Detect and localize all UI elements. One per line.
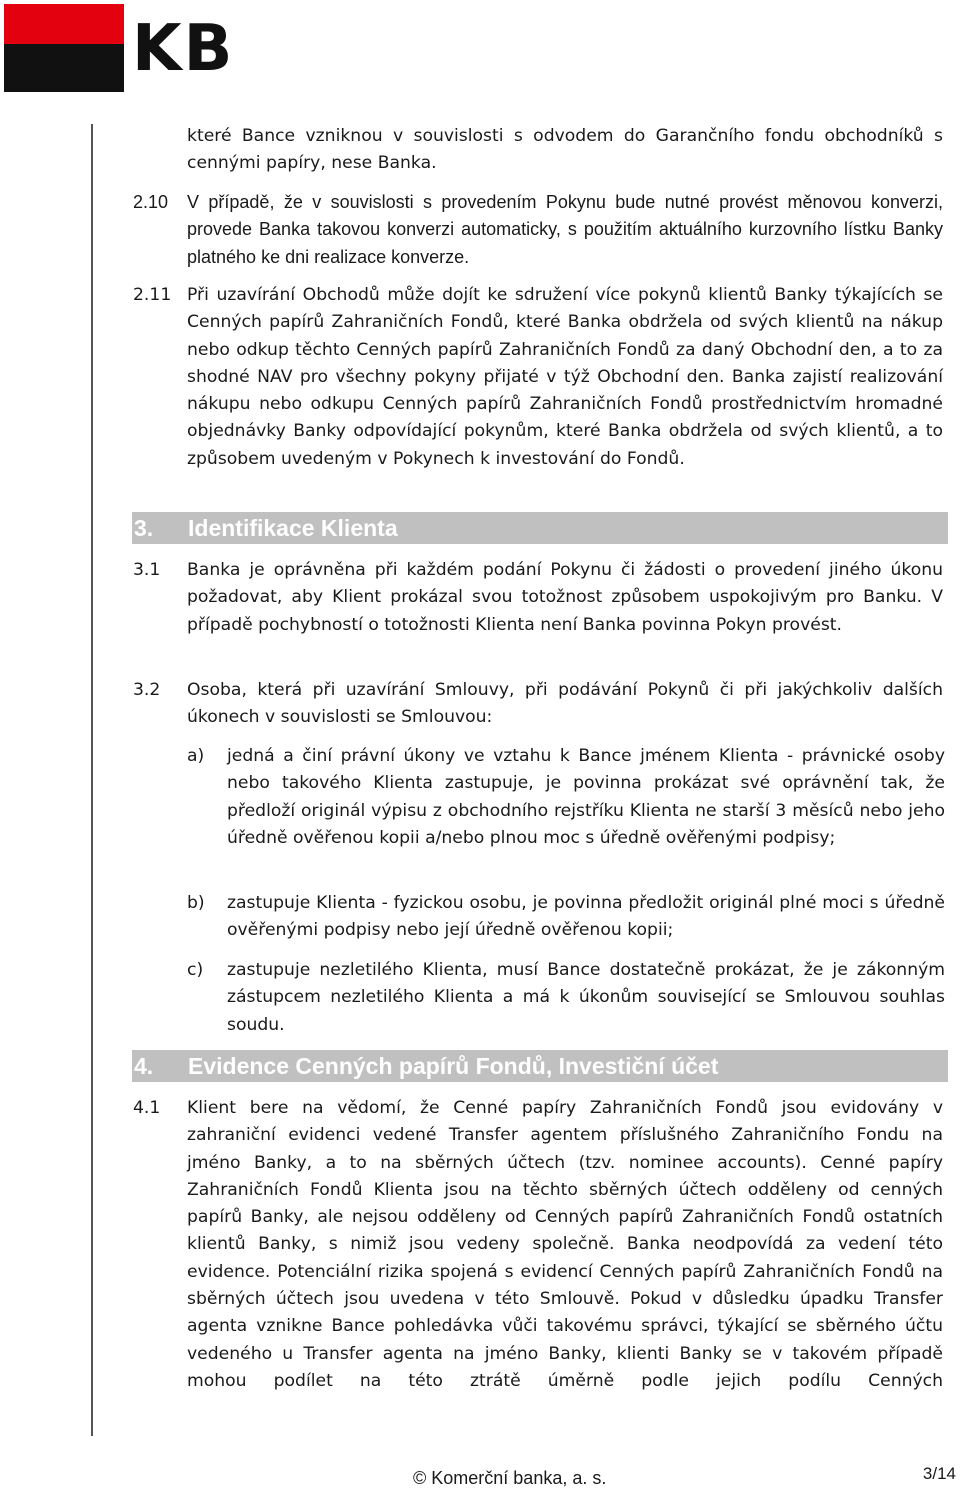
list-item-label: c) xyxy=(187,960,204,980)
paragraph-2-11 xyxy=(133,282,943,473)
list-item-b xyxy=(187,890,945,945)
paragraph-text: V případě, že v souvislosti s provedením Pokynu bude nutné provést měnovou konverzi, provede Banka takovou konverzi automaticky, s použitím aktuálního kurzovního lístku Banky platného ke dni realizace konverze. xyxy=(187,192,943,267)
heading-number: 4. xyxy=(134,1053,154,1079)
paragraph-text: Osoba, která při uzavírání Smlouvy, při podávání Pokynů či při jakýchkoliv dalších úkonech v souvislosti se Smlouvou: xyxy=(187,680,943,728)
paragraph-number: 2.11 xyxy=(133,285,172,305)
list-item-label: b) xyxy=(187,893,205,913)
logo-black-bar xyxy=(4,44,124,92)
list-item-text: zastupuje nezletilého Klienta, musí Bance dostatečně prokázat, že je zákonným zástupcem nezletilého Klienta a má k úkonům související se Smlouvou souhlas soudu. xyxy=(227,960,945,1035)
paragraph-number: 4.1 xyxy=(133,1098,161,1118)
logo-wordmark: KB xyxy=(132,12,235,86)
section-heading-4 xyxy=(132,1050,948,1082)
paragraph-text: Banka je oprávněna při každém podání Pokynu či žádosti o provedení jiného úkonu požadovat, aby Klient prokázal svou totožnost způsobem uspokojivým pro Banku. V případě pochybností o totožnosti Klienta není Banka povinna Pokyn provést. xyxy=(187,560,943,635)
paragraph-number: 3.1 xyxy=(133,560,161,580)
heading-number: 3. xyxy=(134,515,154,541)
paragraph-continuation xyxy=(133,123,943,178)
paragraph-number: 2.10 xyxy=(133,192,169,212)
section-heading-3 xyxy=(132,512,948,544)
list-item-a xyxy=(187,743,945,852)
paragraph-text: které Bance vzniknou v souvislosti s odvodem do Garančního fondu obchodníků s cennými papíry, nese Banka. xyxy=(187,126,943,174)
paragraph-number: 3.2 xyxy=(133,680,161,700)
paragraph-3-2 xyxy=(133,677,943,732)
paragraph-text: Klient bere na vědomí, že Cenné papíry Zahraničních Fondů jsou evidovány v zahraniční evidenci vedené Transfer agentem příslušného Zahraničního Fondu na jméno Banky, a to na sběrných účtech (tzv. nominee accounts). Cenné papíry Zahraničních Fondů Klienta jsou na těchto sběrných účtech odděleny od cenných papírů Banky, ale nejsou odděleny od Cenných papírů Zahraničních Fondů ostatních klientů Banky, s nimiž jsou vedeny společně. Banka neodpovídá za vedení této evidence. Potenciální rizika spojená s evidencí Cenných papírů Zahraničních Fondů na sběrných účtech jsou uvedena v této Smlouvě. Pokud v důsledku úpadku Transfer agenta vznikne Bance pohledávka vůči takovému správci, týkající se sběrného účtu vedeného u Transfer agenta na jméno Banky, klienti Banky se v takovém případě mohou podílet na této ztrátě úměrně podle jejich podílu Cenných xyxy=(187,1098,943,1391)
margin-rule xyxy=(91,124,93,1436)
list-item-label: a) xyxy=(187,746,205,766)
page-number: 3/14 xyxy=(922,1464,956,1483)
paragraph-4-1 xyxy=(133,1095,943,1395)
heading-title: Evidence Cenných papírů Fondů, Investiční účet xyxy=(188,1053,719,1079)
paragraph-text: Při uzavírání Obchodů může dojít ke sdružení více pokynů klientů Banky týkajících se Cenných papírů Zahraničních Fondů, které Banka obdržela od svých klientů na nákup nebo odkup těchto Cenných papírů Zahraničních Fondů za daný Obchodní den, a to za shodné NAV pro všechny pokyny přijaté v týž Obchodní den. Banka zajistí realizování nákupu nebo odkupu Cenných papírů Zahraničních Fondů prostřednictvím hromadné objednávky Banky odpovídající pokynům, které Banka obdržela od svých klientů, a to způsobem uvedeným v Pokynech k investování do Fondů. xyxy=(187,285,943,469)
list-item-c xyxy=(187,957,945,1039)
heading-title: Identifikace Klienta xyxy=(188,515,398,541)
kb-logo xyxy=(4,4,272,94)
list-item-text: zastupuje Klienta - fyzickou osobu, je povinna předložit originál plné moci s úředně ověřenými podpisy nebo její úředně ověřenou kopii; xyxy=(227,893,945,941)
footer-copyright: © Komerční banka, a. s. xyxy=(413,1468,607,1488)
list-item-text: jedná a činí právní úkony ve vztahu k Bance jménem Klienta - právnické osoby nebo takového Klienta zastupuje, je povinna prokázat své oprávnění tak, že předloží originál výpisu z obchodního rejstříku Klienta ne starší 3 měsíců nebo jeho úředně ověřenou kopii a/nebo plnou moc s úředně ověřenými podpisy; xyxy=(227,746,945,848)
paragraph-3-1 xyxy=(133,557,943,639)
paragraph-2-10 xyxy=(133,189,943,271)
